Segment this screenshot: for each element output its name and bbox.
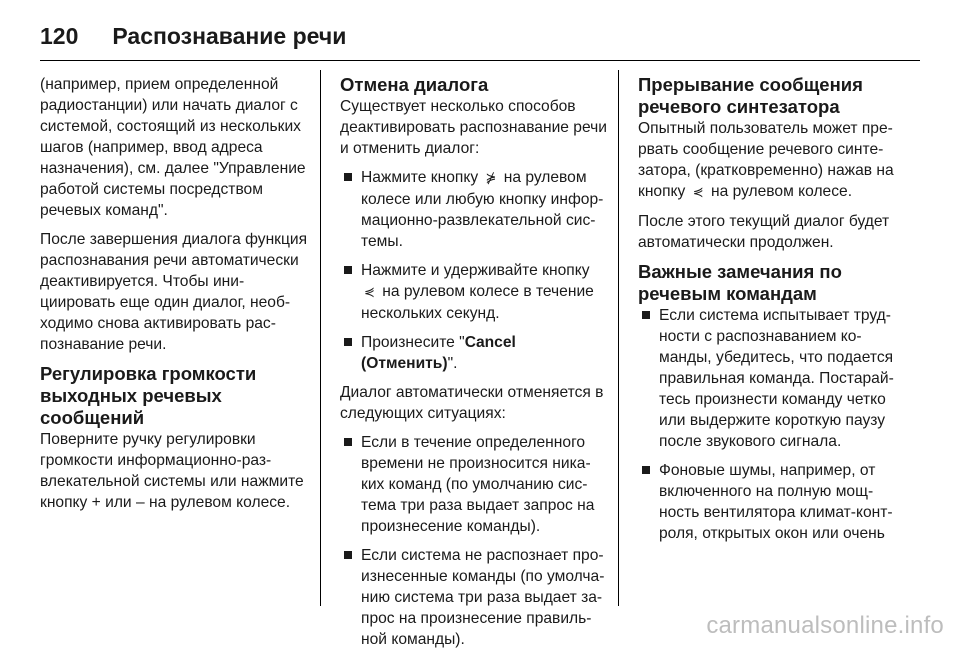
page-number: 120 (40, 22, 79, 49)
section-heading-cancel: Отмена диалога (340, 74, 489, 95)
paragraph: Опытный пользователь может прервать сообщение речевого синтезатора, (кратковременно) нажав на кнопку ⋞ на рулевом колесе. (638, 120, 894, 200)
paragraph: Существует несколько способов деактивировать распознавание речи и отменить диалог: (340, 98, 607, 157)
list-item: Нажмите и удерживайте кнопку ⋞ на рулевом колесе в течение нескольких секунд. (340, 260, 608, 324)
paragraph: Поверните ручку регулировки громкости информационно-развлекательной системы или нажмите кнопку + или – на рулевом колесе. (40, 431, 304, 511)
bullet-list (340, 167, 608, 374)
paragraph: После этого текущий диалог будет автоматически продолжен. (638, 213, 890, 251)
column-3 (638, 74, 904, 552)
page-title: Распознавание речи (112, 22, 347, 49)
section-heading-volume: Регулировка громкости выходных речевых сообщений (40, 363, 257, 428)
bullet-square-icon (344, 338, 352, 346)
voice-command: Cancel (Отменить) (361, 334, 516, 372)
bullet-square-icon (344, 438, 352, 446)
paragraph: После завершения диалога функция распознавания речи автоматически деактивируется. Чтобы инициировать еще один диалог, необходимо снова активировать распознавание речи. (40, 231, 308, 353)
page-header (40, 16, 346, 56)
list-item: Нажмите кнопку ⋡ на рулевом колесе или любую кнопку информационно-развлекательной системы. (340, 167, 608, 252)
mute-button-icon: ⋡ (485, 171, 497, 186)
list-item: Если система не распознает произнесенные команды (по умолчанию система три раза выдает запрос на произнесение правильной команды). (340, 545, 608, 650)
section-heading-notes: Важные замечания по речевым командам (638, 261, 842, 304)
bullet-square-icon (344, 173, 352, 181)
column-1 (40, 74, 312, 521)
bullet-square-icon (344, 266, 352, 274)
header-rule (40, 60, 920, 61)
watermark: carmanualsonline.info (706, 612, 944, 639)
bullet-square-icon (642, 466, 650, 474)
list-item: Фоновые шумы, например, от включенного на полную мощность вентилятора климат-контроля, открытых окон или очень (638, 460, 904, 544)
bullet-list (638, 305, 904, 544)
list-item: Произнесите "Cancel (Отменить)". (340, 332, 608, 374)
list-item: Если в течение определенного времени не произносится никаких команд (по умолчанию система три раза выдает запрос на произнесение команды). (340, 432, 608, 537)
section-heading-interrupt: Прерывание сообщения речевого синтезатора (638, 74, 863, 117)
paragraph: Диалог автоматически отменяется в следующих ситуациях: (340, 384, 604, 422)
voice-button-icon: ⋞ (692, 185, 704, 200)
column-divider (320, 70, 321, 606)
voice-button-icon: ⋞ (364, 285, 375, 300)
bullet-list (340, 432, 608, 650)
bullet-square-icon (642, 311, 650, 319)
column-2 (340, 74, 608, 658)
bullet-square-icon (344, 551, 352, 559)
column-divider (618, 70, 619, 606)
paragraph: (например, прием определенной радиостанции) или начать диалог с системой, состоящий из нескольких шагов (например, ввод адреса назначения), см. далее "Управление работой системы посредством речевых команд". (40, 76, 306, 219)
list-item: Если система испытывает трудности с распознаванием команды, убедитесь, что подается правильная команда. Постарайтесь произнести команду четко или выдержите короткую паузу после звукового сигнала. (638, 305, 904, 452)
